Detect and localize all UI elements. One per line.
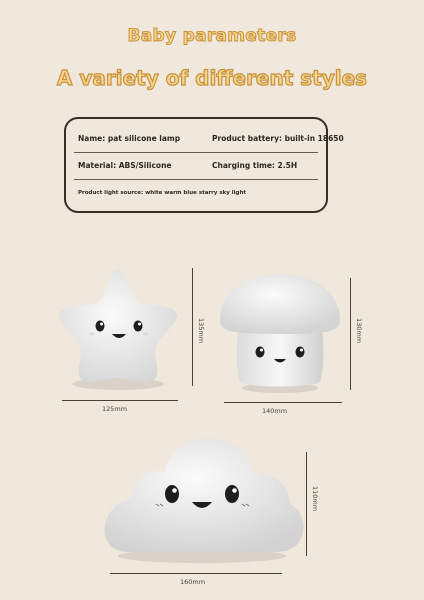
width-dimension-line xyxy=(110,573,282,574)
page-title: Baby parameters xyxy=(127,26,297,46)
height-dimension-line xyxy=(306,452,307,556)
mushroom-width-label: 140mm xyxy=(262,407,288,415)
mushroom-stem xyxy=(237,326,324,387)
spec-light-source: Product light source: white warm blue starry sky light xyxy=(78,190,247,196)
mushroom-cap xyxy=(220,274,340,334)
width-dimension-line xyxy=(224,402,342,403)
divider xyxy=(74,152,318,153)
specs-panel xyxy=(64,117,344,213)
mushroom-lamp-image xyxy=(214,270,346,396)
cloud-body xyxy=(105,438,304,552)
cloud-width-label: 160mm xyxy=(180,578,206,586)
height-dimension-line xyxy=(192,268,193,386)
star-lamp-image xyxy=(54,264,184,394)
page-subtitle: A variety of different styles xyxy=(56,66,368,90)
mushroom-height-label: 130mm xyxy=(355,318,363,344)
width-dimension-line xyxy=(62,400,178,401)
star-body xyxy=(59,270,177,383)
spec-charging: Charging time: 2.5H xyxy=(212,161,298,170)
star-height-label: 135mm xyxy=(197,318,205,344)
cloud-lamp-image xyxy=(98,428,306,566)
cloud-height-label: 110mm xyxy=(311,486,319,512)
height-dimension-line xyxy=(350,278,351,390)
spec-battery: Product battery: built-in 18650 xyxy=(212,134,344,143)
spec-material: Material: ABS/Silicone xyxy=(78,161,172,170)
divider xyxy=(74,179,318,180)
spec-name: Name: pat silicone lamp xyxy=(78,134,181,143)
star-width-label: 125mm xyxy=(102,405,128,413)
